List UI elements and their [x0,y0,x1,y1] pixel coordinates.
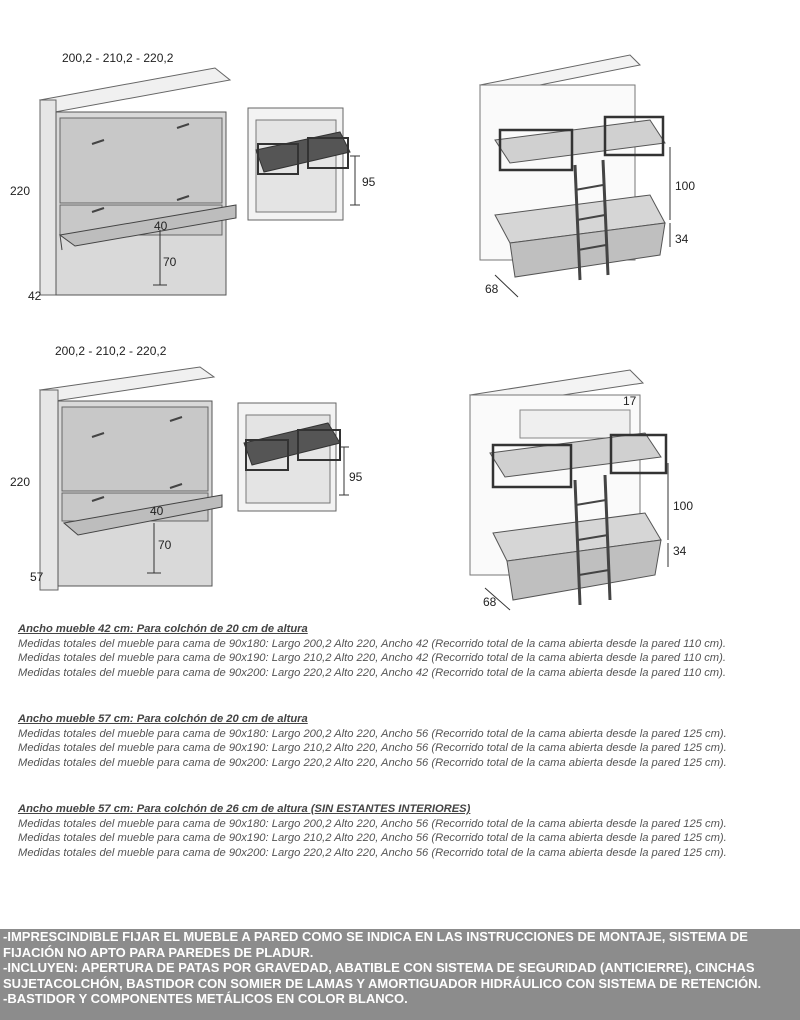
spec-heading: Ancho mueble 57 cm: Para colchón de 20 cm de altura [18,713,308,725]
bunk-gap-label: 100 [675,179,696,193]
bunk-depth-label: 68 [483,595,497,609]
spec-heading: Ancho mueble 57 cm: Para colchón de 26 cm de altura (SIN ESTANTES INTERIORES) [18,803,471,815]
bunk-low-label: 34 [673,544,687,558]
spec-line: Medidas totales del mueble para cama de 90x190: Largo 210,2 Alto 220, Ancho 56 (Recorrido total de la cama abierta desde la pared 125 cm). [18,742,727,755]
spec-line: Medidas totales del mueble para cama de 90x200: Largo 220,2 Alto 220, Ancho 42 (Recorrido total de la cama abierta desde la pared 110 cm). [18,666,726,679]
spec-block-1 [18,622,788,680]
cabinet-desk-diagram-bottom [0,335,250,595]
depth-label: 42 [28,289,42,303]
small-unit-diagram-top [240,100,390,230]
spec-heading: Ancho mueble 42 cm: Para colchón de 20 cm de altura [18,623,308,635]
desk-height-label: 70 [163,255,177,269]
spec-line: Medidas totales del mueble para cama de 90x180: Largo 200,2 Alto 220, Ancho 56 (Recorrido total de la cama abierta desde la pared 125 cm). [18,727,727,740]
desk-depth-label: 40 [150,504,164,518]
footer-note: -INCLUYEN: APERTURA DE PATAS POR GRAVEDAD, ABATIBLE CON SISTEMA DE SEGURIDAD (ANTICIERRE), CINCHAS SUJETACOLCHÓN, BASTIDOR CON SOMIER DE LAMAS Y AMORTIGUADOR HIDRÁULICO CON SISTEMA DE RETENCIÓN. [3,960,762,991]
bunk-low-label: 34 [675,232,689,246]
footer-note: -BASTIDOR Y COMPONENTES METÁLICOS EN COLOR BLANCO. [3,991,408,1007]
height-label: 220 [10,184,31,198]
bunk-bed-diagram-top [470,45,710,305]
small-height-label: 95 [362,175,376,189]
bunk-gap-label: 100 [673,499,694,513]
footer-note: -IMPRESCINDIBLE FIJAR EL MUEBLE A PARED COMO SE INDICA EN LAS INSTRUCCIONES DE MONTAJE, SISTEMA DE FIJACIÓN NO APTO PARA PAREDES DE PLADUR. [3,929,748,960]
bunk-depth-label: 68 [485,282,499,296]
cabinet-desk-diagram-top [0,40,250,310]
shelf-label: 17 [623,394,637,408]
width-label: 200,2 - 210,2 - 220,2 [55,344,167,358]
spec-line: Medidas totales del mueble para cama de 90x200: Largo 220,2 Alto 220, Ancho 56 (Recorrido total de la cama abierta desde la pared 125 cm). [18,846,727,859]
depth-label: 57 [30,570,44,584]
width-label: 200,2 - 210,2 - 220,2 [62,51,174,65]
spec-block-2 [18,712,788,770]
spec-block-3 [18,802,788,860]
desk-depth-label: 40 [154,219,168,233]
spec-line: Medidas totales del mueble para cama de 90x200: Largo 220,2 Alto 220, Ancho 56 (Recorrido total de la cama abierta desde la pared 125 cm). [18,756,727,769]
footer-notes [0,929,800,1020]
spec-line: Medidas totales del mueble para cama de 90x190: Largo 210,2 Alto 220, Ancho 42 (Recorrido total de la cama abierta desde la pared 110 cm). [18,652,726,665]
spec-line: Medidas totales del mueble para cama de 90x180: Largo 200,2 Alto 220, Ancho 42 (Recorrido total de la cama abierta desde la pared 110 cm). [18,637,726,650]
height-label: 220 [10,475,31,489]
bunk-bed-diagram-bottom [465,355,705,620]
desk-height-label: 70 [158,538,172,552]
spec-line: Medidas totales del mueble para cama de 90x180: Largo 200,2 Alto 220, Ancho 56 (Recorrido total de la cama abierta desde la pared 125 cm). [18,817,727,830]
spec-line: Medidas totales del mueble para cama de 90x190: Largo 210,2 Alto 220, Ancho 56 (Recorrido total de la cama abierta desde la pared 125 cm). [18,832,727,845]
small-height-label: 95 [349,470,363,484]
small-unit-diagram-bottom [232,395,382,525]
